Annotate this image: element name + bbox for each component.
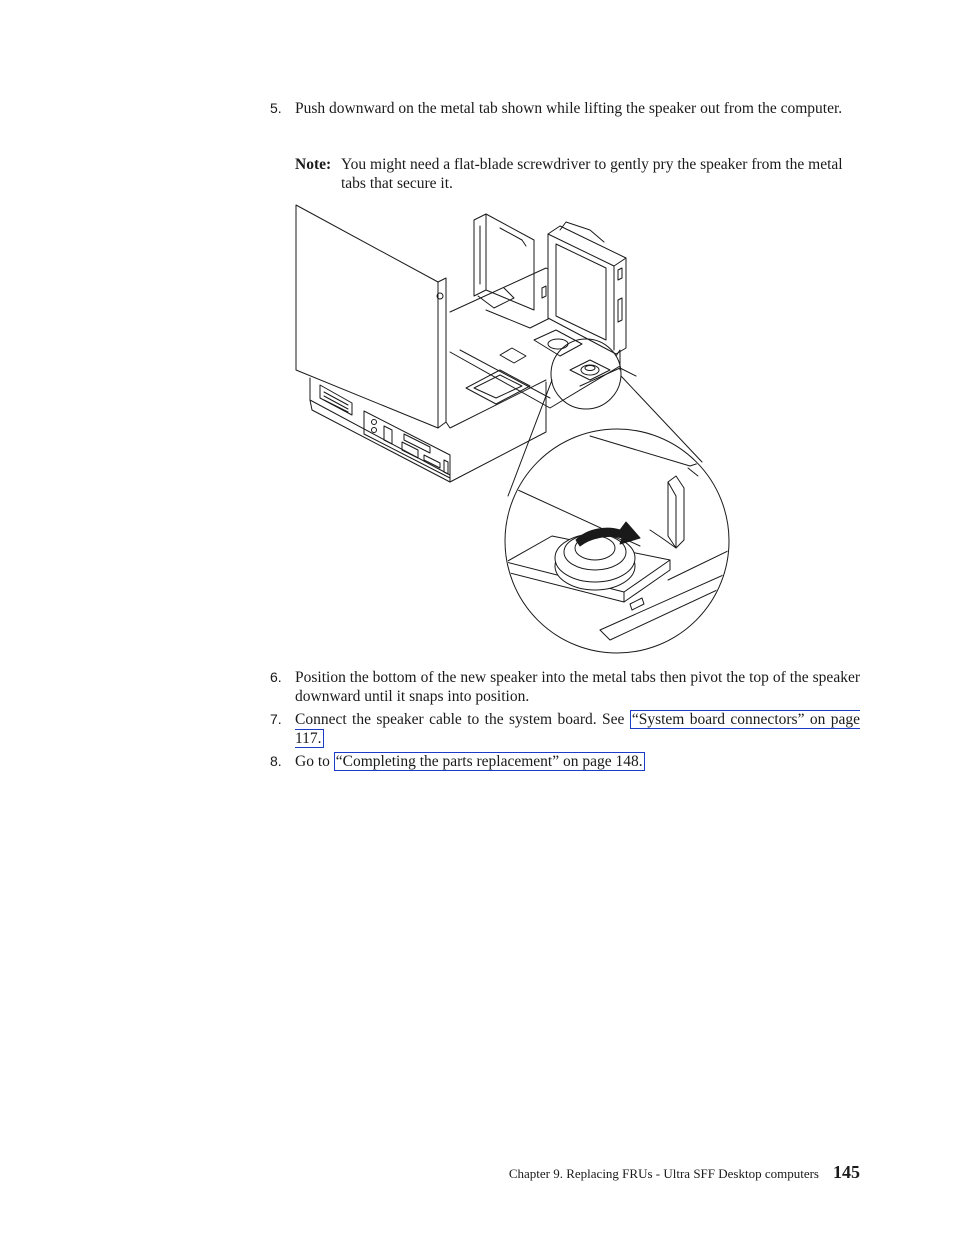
step-number: 5. [270,100,282,116]
page-number: 145 [833,1162,860,1182]
footer-chapter-title: Chapter 9. Replacing FRUs - Ultra SFF Desktop computers [508,1166,819,1181]
speaker-removal-drawing [290,200,740,660]
step-number: 8. [270,753,282,769]
step-text [295,752,860,771]
note-text: You might need a flat-blade screwdriver to gently pry the speaker from the metal tabs that secure it. [341,156,843,192]
step-text-lead: Go to [295,753,334,770]
step-text [295,710,860,748]
page-footer [440,1162,860,1183]
note-label: Note: [295,156,332,173]
link-system-board-connectors[interactable]: “System board connectors” on page 117. [295,711,861,747]
step-number: 7. [270,711,282,727]
step-text-lead: Connect the speaker cable to the system board. See [295,711,630,728]
step-text: Position the bottom of the new speaker into the metal tabs then pivot the top of the speaker downward until it snaps into position. [295,669,860,705]
link-completing-parts-replacement[interactable]: “Completing the parts replacement” on page 148. [335,753,643,770]
speaker-removal-illustration [290,200,740,660]
step-text: Push downward on the metal tab shown while lifting the speaker out from the computer. [295,100,843,117]
step-number: 6. [270,669,282,685]
